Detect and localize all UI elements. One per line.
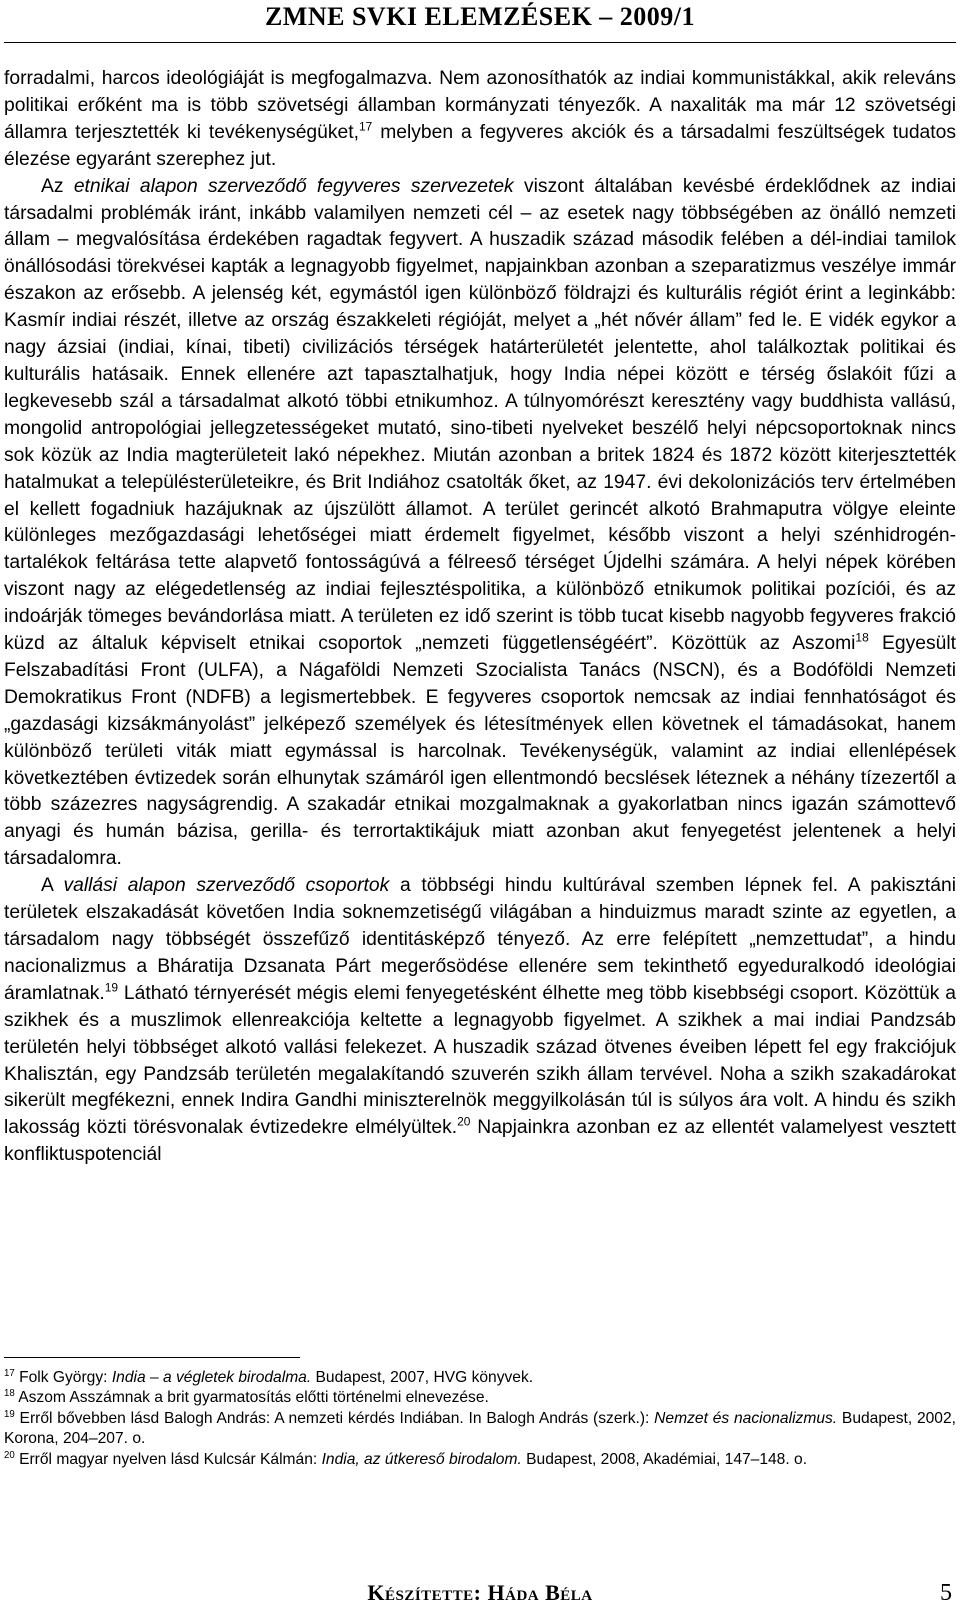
footnote-number: 20: [4, 1449, 15, 1461]
footnote-number: 18: [4, 1388, 15, 1400]
footnote-20: [4, 1450, 956, 1470]
text-run: Budapest, 2007, HVG könyvek.: [311, 1369, 534, 1386]
text-run: Egyesült Felszabadítási Front (ULFA), a Nágaföldi Nemzeti Szocialista Tanács (NSCN), és a Bodóföldi Nemzeti Demokratikus Front (NDFB) a legismertebbek. E fegyveres csoportok nemcsak az indiai fennhatóságot és „gazdasági kizsákmányolást” jelképező személyek és létesítmények ellen követnek el támadásokat, hanem különböző területi viták miatt egymással is harcolnak. Tevékenységük, valamint az indiai ellenlépések következtében évtizedek során elhunytak számáról igen ellentmondó becslések léteznek a néhány tízezertől a több százezres nagyságrendig. A szakadár etnikai mozgalmaknak a gyakorlatban nincs igazán számottevő anyagi és humán bázisa, gerilla- és terrortaktikájuk miatt azonban akut fenyegetést jelentenek a helyi társadalomra.: [4, 633, 957, 870]
text-run: Erről magyar nyelven lásd Kulcsár Kálmán:: [14, 1450, 322, 1468]
emphasis: India, az útkereső birodalom.: [321, 1450, 522, 1468]
text-run: melyben a fegyveres akciók és a társadalmi feszültségek tudatos élezése egyaránt szerephez jut.: [4, 121, 956, 170]
text-run: Látható térnyerését mégis elemi fenyegetésként élhette meg több kisebbségi csoport. Közöttük a szikhek és a muszlimok ellenreakciója keltette a legnagyobb figyelmet. A szikhek a mai indiai Pandzsáb területén helyi többséget alkotó vallási felekezet. A huszadik század ötvenes éveiben lépett fel egy frakciójuk Khalisztán, egy Pandzsáb területén megalakítandó szuverén szikh állam tervével. Noha a szikh szakadárokat sikerült megfékezni, ennek Indira Gandhi miniszterelnök meggyilkolásán túl is súlyos ára volt. A hindu és szikh lakosság közti törésvonalak évtizedekre elmélyültek.: [4, 982, 956, 1139]
header-rule: [4, 42, 956, 43]
emphasis: India – a végletek birodalma.: [111, 1369, 312, 1386]
footnote-ref-17[interactable]: 17: [358, 119, 373, 134]
page-number: 5: [940, 1580, 952, 1606]
footnote-18: [4, 1388, 956, 1408]
footnote-number: 17: [4, 1367, 15, 1379]
text-run: Aszom Asszámnak a brit gyarmatosítás előtti történelmi elnevezése.: [14, 1389, 489, 1407]
footer-author: Készítette: Háda Béla: [367, 1580, 593, 1605]
footnote-ref-20[interactable]: 20: [457, 1114, 471, 1129]
text-run: Az: [41, 175, 74, 197]
footnote-ref-19[interactable]: 19: [104, 980, 119, 995]
page-footer: [0, 1580, 960, 1610]
emphasis: etnikai alapon szerveződő fegyveres szervezetek: [73, 175, 514, 197]
footnote-19: [4, 1409, 956, 1450]
text-run: Napjainkra azonban ez az ellentét valamelyest vesztett konfliktuspotenciál: [4, 1117, 956, 1166]
text-run: viszont általában kevésbé érdeklődnek az indiai társadalmi problémák iránt, inkább valamilyen nemzeti cél – az esetek nagy többségében az önálló nemzeti állam – megvalósítása érdekében ragadtak fegyvert. A huszadik század második felében a dél-indiai tamilok önállósodási törekvései kapták a legnagyobb figyelmet, napjainkban azonban a szeparatizmus veszélye immár északon az erősebb. A jelenség két, egymástól igen különböző földrajzi és kulturális régiót érint a leginkább: Kasmír indiai részét, illetve az ország északkeleti régióját, melyet a „hét nővér állam” fed le. E vidék egykor a nagy ázsiai (indiai, kínai, tibeti) civilizációs térségek határterületét jelentette, ahol találkoztak politikai és kulturális hatásaik. Ennek ellenére azt tapasztalhatjuk, hogy India népei között e térség őslakóit fűzi a legkevesebb szál a társadalmat alkotó többi etnikumhoz. A túlnyomórészt keresztény vagy buddhista vallású, mongolid antropológiai jellegzetességeket mutató, sino-tibeti nyelveket beszélő helyi népcsoportoknak nincs sok közük az India magterületeit lakó népekhez. Miután azonban a britek 1824 és 1872 között kiterjesztették hatalmukat a településterületeikre, és Brit Indiához csatolták őket, az 1947. évi dekolonizációs terv értelmében el kellett fogadniuk hazájuknak az újszülött államot. A terület gerincét alkotó Brahmaputra völgye eleinte különleges mezőgazdasági lehetőségei miatt érdemelt figyelmet, később viszont a helyi szénhidrogén-tartalékok feltárása tette alapvető fontosságúvá a félreeső térséget Újdelhi számára. A helyi népek körében viszont nagy az elégedetlenség az indiai fejlesztéspolitika, a különböző etnikumok politikai pozíciói, és az indoárják tömeges bevándorlása miatt. A területen ez idő szerint is több tucat kisebb nagyobb fegyveres frakció küzd az általuk képviselt etnikai csoportok „nemzeti függetlenségéért”. Közöttük az Aszomi: [4, 175, 957, 655]
text-run: A: [41, 875, 64, 897]
emphasis: Nemzet és nacionalizmus.: [654, 1409, 838, 1427]
footnote-number: 19: [4, 1408, 15, 1420]
text-run: forradalmi, harcos ideológiáját is megfogalmazva. Nem azonosíthatók az indiai kommunistákkal, akik releváns politikai erőként ma is több szövetségi államban kormányzati tényezők. A naxaliták ma már 12 szövetségi államra terjesztették ki tevékenységüket,: [4, 68, 956, 143]
paragraph-1: [4, 66, 956, 174]
text-run: Budapest, 2002, Korona, 204–207. o.: [4, 1409, 956, 1448]
running-header: ZMNE SVKI ELEMZÉSEK – 2009/1: [264, 2, 696, 31]
footnote-separator: [4, 1357, 300, 1358]
footnote-17: [4, 1368, 956, 1388]
text-run: Budapest, 2008, Akadémiai, 147–148. o.: [521, 1450, 808, 1468]
body-text: [4, 66, 956, 1169]
footnote-ref-18[interactable]: 18: [855, 630, 869, 645]
paragraph-2: [4, 174, 956, 874]
text-run: Erről bővebben lásd Balogh András: A nemzeti kérdés Indiában. In Balogh András (szerk.):: [14, 1409, 655, 1427]
paragraph-3: [4, 873, 956, 1169]
footnotes: [4, 1368, 956, 1470]
emphasis: vallási alapon szerveződő csoportok: [63, 875, 390, 897]
text-run: Folk György:: [14, 1369, 112, 1386]
text-run: a többségi hindu kultúrával szemben lépnek fel. A pakisztáni területek elszakadását követően India soknemzetiségű világában a hinduizmus maradt szinte az egyetlen, a társadalom nagy többségét összefűző identitásképző tényező. Az erre felépített „nemzettudat”, a hindu nacionalizmus a Bháratija Dzsanata Párt megerősödése ellenére sem tekinthető egyeduralkodó ideológiai áramlatnak.: [4, 875, 957, 1004]
